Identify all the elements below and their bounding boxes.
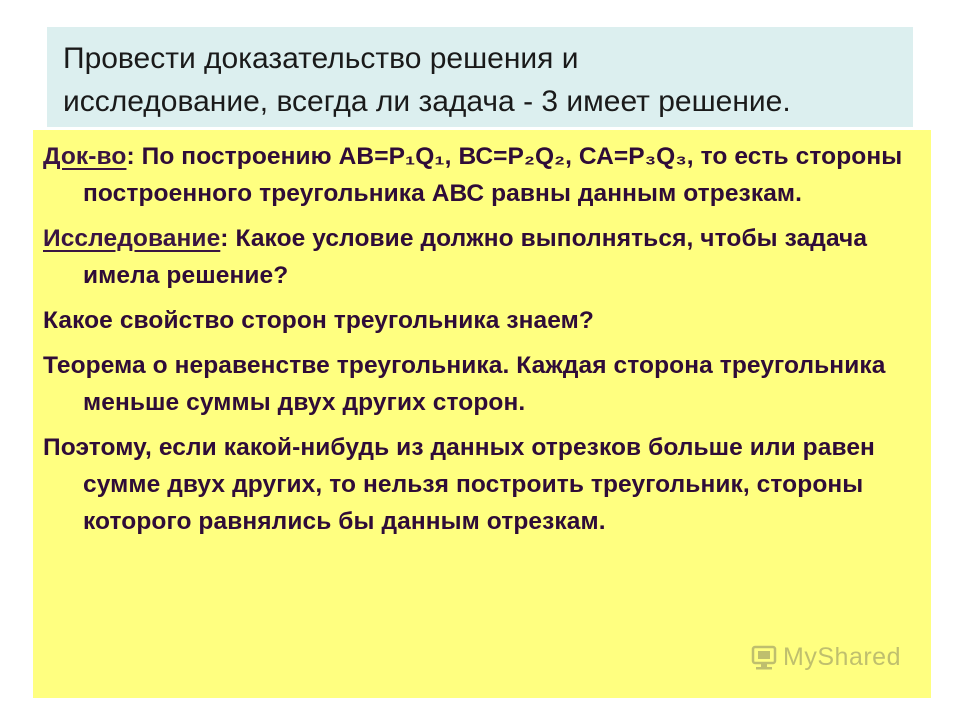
theorem-paragraph: Теорема о неравенстве треугольника. Каждая сторона треугольника меньше суммы двух других сторон. <box>43 352 886 416</box>
proof-paragraph <box>43 138 921 212</box>
watermark <box>749 642 901 672</box>
title-line-1: Провести доказательство решения и <box>63 42 579 75</box>
research-text: : Какое условие должно выполняться, чтобы задача имела решение? <box>83 225 868 289</box>
title-box <box>47 27 913 127</box>
myshared-logo-icon <box>749 642 779 672</box>
question-paragraph: Какое свойство сторон треугольника знаем? <box>43 307 594 334</box>
research-label: Исследование <box>43 225 221 252</box>
research-paragraph <box>43 220 921 294</box>
watermark-text: MyShared <box>783 642 901 671</box>
conclusion-paragraph: Поэтому, если какой-нибудь из данных отрезков больше или равен сумме двух других, то нельзя построить треугольник, стороны которого равнялись бы данным отрезкам. <box>43 434 875 535</box>
proof-text: : По построению АВ=Р₁Q₁, ВС=Р₂Q₂, СА=Р₃Q₃, то есть стороны построенного треугольника АВС равны данным отрезкам. <box>83 143 903 207</box>
title-line-2: исследование, всегда ли задача - 3 имеет решение. <box>63 85 791 118</box>
content-box <box>33 130 931 698</box>
proof-label: Док-во <box>43 143 127 170</box>
